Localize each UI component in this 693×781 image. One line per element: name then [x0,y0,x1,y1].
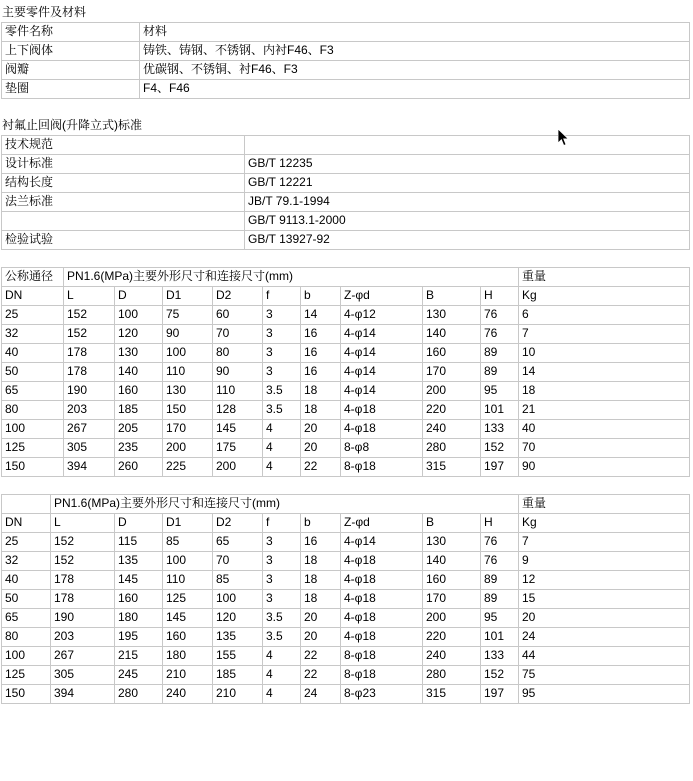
cell: 22 [301,647,341,666]
cell: 305 [64,439,115,458]
cell: 60 [213,306,263,325]
cell: 160 [115,382,163,401]
standard-value: GB/T 12235 [245,155,690,174]
cell: 3 [263,306,301,325]
cell: 20 [301,609,341,628]
cell: 110 [163,571,213,590]
cell: 4-φ18 [341,420,423,439]
cell: 140 [115,363,163,382]
cell: 178 [64,344,115,363]
cell: 8-φ8 [341,439,423,458]
cell: 145 [213,420,263,439]
cell: 150 [2,458,64,477]
cell: 7 [519,325,690,344]
cell: 133 [481,420,519,439]
cell: 8-φ18 [341,647,423,666]
dim2-col-8: B [423,514,481,533]
cell: 4 [263,685,301,704]
cell: 101 [481,628,519,647]
table-column-header-row [2,287,690,306]
cell: 65 [213,533,263,552]
material-label: 垫圈 [2,80,140,99]
cell: 16 [301,363,341,382]
cell: 4-φ14 [341,363,423,382]
cell: 100 [163,344,213,363]
cell: 70 [213,552,263,571]
dimension-table-2 [1,494,690,704]
cell: 200 [423,609,481,628]
cell: 40 [2,344,64,363]
cell: 195 [115,628,163,647]
material-value: 优碳钢、不锈铜、衬F46、F3 [140,61,690,80]
standard-value: GB/T 12221 [245,174,690,193]
table-row [2,420,690,439]
cell: 185 [213,666,263,685]
cell: 3.5 [263,628,301,647]
cell: 267 [64,420,115,439]
dim1-col-7: Z-φd [341,287,423,306]
table-row [2,552,690,571]
cell: 215 [115,647,163,666]
cell: 180 [163,647,213,666]
cell: 4-φ18 [341,401,423,420]
cell: 22 [301,458,341,477]
cell: 145 [163,609,213,628]
cell: 14 [301,306,341,325]
cell: 40 [2,571,51,590]
dim2-header-left [2,495,51,514]
dim2-col-3: D1 [163,514,213,533]
table-row [2,80,690,99]
cell: 3 [263,363,301,382]
dim1-header-right: 重量 [519,268,690,287]
cell: 4-φ18 [341,590,423,609]
dim2-col-2: D [115,514,163,533]
dim2-col-10: Kg [519,514,690,533]
table-row [2,609,690,628]
cell: 65 [2,609,51,628]
cell: 4 [263,647,301,666]
table-row [2,42,690,61]
standards-table [1,135,690,250]
cell: 20 [301,439,341,458]
cell: 200 [163,439,213,458]
cell: 3 [263,552,301,571]
cell: 40 [519,420,690,439]
cell: 70 [519,439,690,458]
material-value: F4、F46 [140,80,690,99]
cell: 75 [519,666,690,685]
cell: 4-φ18 [341,628,423,647]
cell: 130 [115,344,163,363]
cell: 85 [163,533,213,552]
cell: 110 [213,382,263,401]
cell: 125 [2,439,64,458]
cell: 3 [263,325,301,344]
material-label: 上下阀体 [2,42,140,61]
table-row [2,647,690,666]
standard-label: 设计标准 [2,155,245,174]
cell: 245 [115,666,163,685]
cell: 90 [213,363,263,382]
table-row [2,193,690,212]
cell: 18 [301,590,341,609]
dim1-col-9: H [481,287,519,306]
cell: 100 [115,306,163,325]
cell: 152 [64,306,115,325]
standard-label: 检验试验 [2,231,245,250]
cell: 32 [2,325,64,344]
dim2-col-0: DN [2,514,51,533]
cell: 89 [481,344,519,363]
cell: 133 [481,647,519,666]
cell: 25 [2,533,51,552]
cell: 235 [115,439,163,458]
cell: 70 [213,325,263,344]
document-page [0,3,693,704]
cell: 20 [301,628,341,647]
cell: 100 [2,647,51,666]
cell: 280 [423,439,481,458]
cell: 18 [301,382,341,401]
dim1-col-5: f [263,287,301,306]
cell: 315 [423,458,481,477]
cell: 12 [519,571,690,590]
cell: 100 [213,590,263,609]
table-row [2,231,690,250]
cell: 20 [519,609,690,628]
cell: 16 [301,344,341,363]
material-value: 材料 [140,23,690,42]
cell: 3 [263,533,301,552]
cell: 170 [423,363,481,382]
cell: 16 [301,325,341,344]
dim1-col-6: b [301,287,341,306]
cell: 210 [163,666,213,685]
dim2-header-center: PN1.6(MPa)主要外形尺寸和连接尺寸(mm) [51,495,519,514]
cell: 220 [423,401,481,420]
cell: 115 [115,533,163,552]
cell: 76 [481,325,519,344]
cell: 95 [481,609,519,628]
dim1-col-8: B [423,287,481,306]
cell: 197 [481,458,519,477]
cell: 120 [213,609,263,628]
table-row [2,306,690,325]
cell: 203 [51,628,115,647]
cell: 3.5 [263,609,301,628]
cell: 18 [301,552,341,571]
cell: 130 [423,533,481,552]
cell: 32 [2,552,51,571]
cell: 24 [301,685,341,704]
cell: 190 [64,382,115,401]
cell: 220 [423,628,481,647]
dim1-header-left: 公称通径 [2,268,64,287]
cell: 80 [2,401,64,420]
cell: 155 [213,647,263,666]
table-header-row [2,268,690,287]
cell: 260 [115,458,163,477]
cell: 75 [163,306,213,325]
cell: 4 [263,420,301,439]
standard-value [245,136,690,155]
cell: 7 [519,533,690,552]
cell: 135 [213,628,263,647]
cell: 14 [519,363,690,382]
table-row [2,155,690,174]
spacer [0,99,693,113]
cell: 18 [301,401,341,420]
cell: 140 [423,552,481,571]
cell: 240 [423,420,481,439]
cell: 100 [2,420,64,439]
cell: 178 [51,571,115,590]
cell: 152 [64,325,115,344]
cell: 175 [213,439,263,458]
cell: 89 [481,363,519,382]
cell: 305 [51,666,115,685]
cell: 4-φ14 [341,533,423,552]
cell: 50 [2,590,51,609]
cell: 135 [115,552,163,571]
standards-section-title: 衬氟止回阀(升降立式)标准 [2,118,142,132]
cell: 95 [519,685,690,704]
table-row [2,363,690,382]
table-row [2,666,690,685]
cell: 170 [423,590,481,609]
cell: 394 [51,685,115,704]
cell: 240 [423,647,481,666]
cell: 90 [519,458,690,477]
cell: 76 [481,552,519,571]
materials-table [1,22,690,99]
table-row [2,23,690,42]
cell: 95 [481,382,519,401]
cell: 3 [263,344,301,363]
dim1-col-2: D [115,287,163,306]
table-row [2,590,690,609]
table-row [2,628,690,647]
standard-label: 法兰标准 [2,193,245,212]
cell: 160 [163,628,213,647]
cell: 24 [519,628,690,647]
cell: 50 [2,363,64,382]
cell: 15 [519,590,690,609]
dim2-col-6: b [301,514,341,533]
cell: 170 [163,420,213,439]
cell: 152 [481,666,519,685]
cell: 130 [163,382,213,401]
cell: 8-φ23 [341,685,423,704]
cell: 10 [519,344,690,363]
cell: 203 [64,401,115,420]
cell: 3.5 [263,401,301,420]
dim1-header-center: PN1.6(MPa)主要外形尺寸和连接尺寸(mm) [64,268,519,287]
table-row [2,382,690,401]
cell: 25 [2,306,64,325]
cell: 128 [213,401,263,420]
cell: 280 [423,666,481,685]
cell: 205 [115,420,163,439]
standard-value: JB/T 79.1-1994 [245,193,690,212]
cell: 225 [163,458,213,477]
dim1-col-10: Kg [519,287,690,306]
table-row [2,533,690,552]
table-row [2,61,690,80]
table-row [2,571,690,590]
cell: 4 [263,666,301,685]
cell: 160 [423,571,481,590]
cell: 3.5 [263,382,301,401]
cell: 89 [481,590,519,609]
cell: 76 [481,533,519,552]
cell: 76 [481,306,519,325]
cell: 20 [301,420,341,439]
cell: 152 [481,439,519,458]
cell: 4 [263,458,301,477]
dim2-col-5: f [263,514,301,533]
cell: 210 [213,685,263,704]
standard-label: 技术规范 [2,136,245,155]
cell: 150 [163,401,213,420]
standard-value: GB/T 13927-92 [245,231,690,250]
cell: 197 [481,685,519,704]
cell: 280 [115,685,163,704]
cell: 101 [481,401,519,420]
dim2-header-right: 重量 [519,495,690,514]
cell: 240 [163,685,213,704]
table-row [2,685,690,704]
standard-value: GB/T 9113.1-2000 [245,212,690,231]
cell: 178 [51,590,115,609]
cell: 80 [213,344,263,363]
cell: 152 [51,552,115,571]
cell: 3 [263,590,301,609]
cell: 4-φ14 [341,382,423,401]
cell: 100 [163,552,213,571]
dim1-col-0: DN [2,287,64,306]
spacer [0,477,693,494]
dim1-col-3: D1 [163,287,213,306]
cell: 4-φ12 [341,306,423,325]
cell: 267 [51,647,115,666]
cell: 178 [64,363,115,382]
dim2-col-9: H [481,514,519,533]
table-row [2,439,690,458]
table-row [2,344,690,363]
cell: 4-φ18 [341,571,423,590]
cell: 3 [263,571,301,590]
dimension-table-1 [1,267,690,477]
cell: 89 [481,571,519,590]
cell: 185 [115,401,163,420]
table-row [2,174,690,193]
table-row [2,401,690,420]
cell: 130 [423,306,481,325]
dim2-col-7: Z-φd [341,514,423,533]
cell: 200 [213,458,263,477]
cell: 65 [2,382,64,401]
cell: 8-φ18 [341,666,423,685]
cell: 110 [163,363,213,382]
cell: 90 [163,325,213,344]
cell: 125 [2,666,51,685]
cell: 16 [301,533,341,552]
cell: 4-φ18 [341,552,423,571]
table-header-row [2,495,690,514]
standard-label [2,212,245,231]
cell: 4-φ18 [341,609,423,628]
spacer [0,250,693,267]
dim2-col-1: L [51,514,115,533]
cell: 9 [519,552,690,571]
cell: 22 [301,666,341,685]
cell: 8-φ18 [341,458,423,477]
materials-section-title: 主要零件及材料 [2,5,87,19]
cell: 394 [64,458,115,477]
standard-label: 结构长度 [2,174,245,193]
cell: 160 [115,590,163,609]
table-row [2,212,690,231]
material-label: 零件名称 [2,23,140,42]
table-row [2,458,690,477]
cell: 160 [423,344,481,363]
cell: 140 [423,325,481,344]
table-column-header-row [2,514,690,533]
cell: 44 [519,647,690,666]
dim1-col-4: D2 [213,287,263,306]
cell: 145 [115,571,163,590]
cell: 190 [51,609,115,628]
cell: 152 [51,533,115,552]
cell: 4 [263,439,301,458]
cell: 4-φ14 [341,344,423,363]
cell: 150 [2,685,51,704]
cell: 120 [115,325,163,344]
material-value: 铸铁、铸钢、不锈钢、内衬F46、F3 [140,42,690,61]
cell: 125 [163,590,213,609]
cell: 18 [301,571,341,590]
cell: 200 [423,382,481,401]
cell: 21 [519,401,690,420]
cell: 80 [2,628,51,647]
table-row [2,136,690,155]
cell: 18 [519,382,690,401]
material-label: 阀瓣 [2,61,140,80]
cell: 180 [115,609,163,628]
table-row [2,325,690,344]
cell: 4-φ14 [341,325,423,344]
dim1-col-1: L [64,287,115,306]
cell: 85 [213,571,263,590]
cell: 315 [423,685,481,704]
dim2-col-4: D2 [213,514,263,533]
cell: 6 [519,306,690,325]
